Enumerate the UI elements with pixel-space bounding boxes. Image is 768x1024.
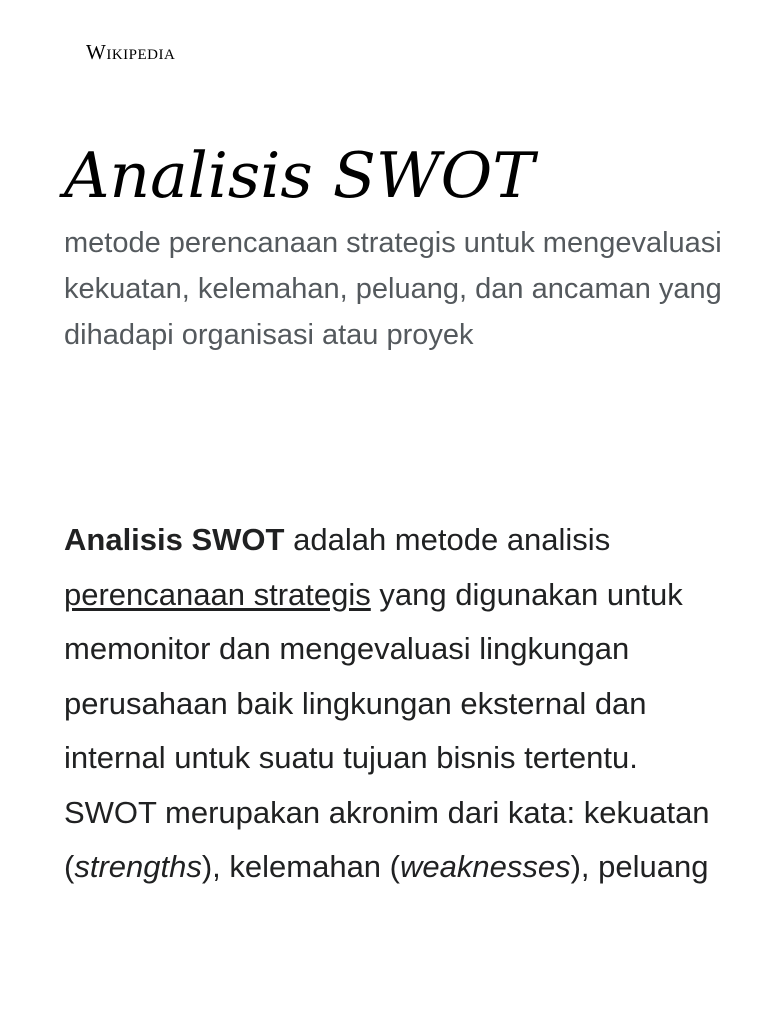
paragraph-text: yang digunakan untuk memonitor dan mengevaluasi lingkungan perusahaan baik lingkungan eksternal dan internal untuk suatu tujuan bisnis tertentu. SWOT merupakan akronim dari kata: kekuatan ( [64, 576, 710, 884]
paragraph-text: ), kelemahan ( [201, 849, 400, 884]
wikipedia-wordmark[interactable]: Wikipedia [86, 39, 176, 64]
page-description: metode perencanaan strategis untuk mengevaluasi kekuatan, kelemahan, peluang, dan ancaman yang dihadapi organisasi atau proyek [64, 227, 722, 351]
article-content [64, 513, 714, 895]
site-header [86, 38, 175, 66]
bold-term: Analisis SWOT [64, 522, 285, 557]
title-block [64, 136, 724, 358]
italic-term: strengths [74, 849, 202, 884]
link-perencanaan-strategis[interactable]: perencanaan strategis [64, 576, 371, 612]
paragraph-text: ), peluang [570, 849, 709, 884]
lead-paragraph [64, 513, 714, 895]
italic-term: weaknesses [399, 849, 571, 884]
page-title: Analisis SWOT [64, 139, 535, 212]
paragraph-text: adalah metode analisis [284, 522, 611, 557]
